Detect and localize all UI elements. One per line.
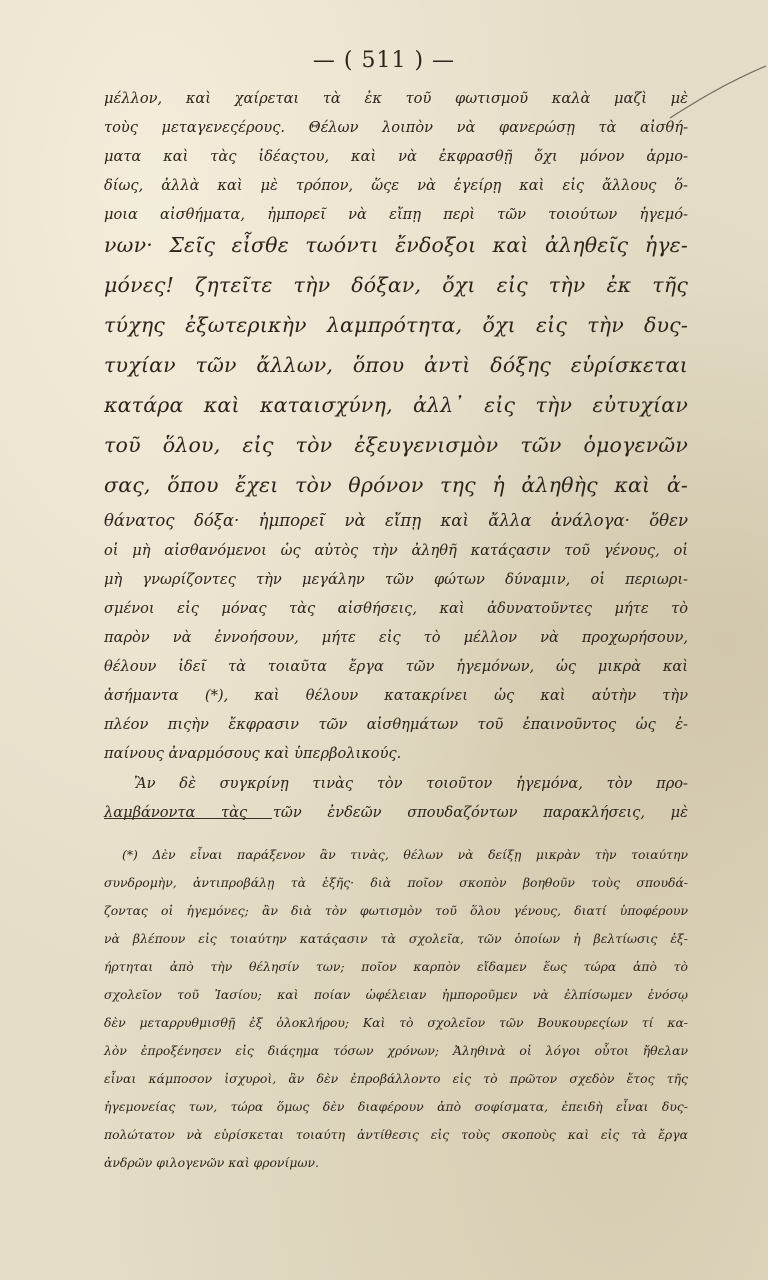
page-number: — ( 511 ) — (312, 48, 456, 73)
footnote-line: δὲν μεταρρυθμισθῇ ἐξ ὁλοκλήρου; Καὶ τὸ σχολεῖον τῶν Βουκουρεςίων τί κα- (104, 1015, 688, 1030)
text-line: παρὸν νὰ ἐννοήσουν, μήτε εἰς τὸ μέλλον νὰ προχωρήσουν, (104, 629, 688, 646)
text-line: νων· Σεῖς εἶσθε τωόντι ἔνδοξοι καὶ ἀληθεῖς ἡγε- (104, 233, 688, 257)
footnote-line: ἡγεμονείας των, τώρα ὅμως δὲν διαφέρουν ἀπὸ σοφίσματα, ἐπειδὴ εἶναι δυς- (104, 1099, 688, 1114)
footnote-line: (*) Δὲν εἶναι παράξενον ἂν τινὰς, θέλων νὰ δείξῃ μικρὰν τὴν τοιαύτην (122, 847, 688, 862)
text-line: τοὺς μεταγενεςέρους. Θέλων λοιπὸν νὰ φανερώσῃ τὰ αἰσθή- (104, 119, 688, 136)
footnote-line: πολώτατον νὰ εὑρίσκεται τοιαύτη ἀντίθεσις εἰς τοὺς σκοποὺς καὶ εἰς τὰ ἔργα (104, 1127, 688, 1142)
text-line: μέλλον, καὶ χαίρεται τὰ ἐκ τοῦ φωτισμοῦ καλὰ μαζὶ μὲ (104, 90, 688, 107)
text-line: τυχίαν τῶν ἄλλων, ὅπου ἀντὶ δόξης εὑρίσκεται (104, 353, 688, 377)
footnote-line: νὰ βλέπουν εἰς τοιαύτην κατάςασιν τὰ σχολεῖα, τῶν ὁποίων ἡ βελτίωσις ἐξ- (104, 931, 688, 946)
footnote-line: σχολεῖον τοῦ Ἰασίου; καὶ ποίαν ὠφέλειαν ἠμποροῦμεν νὰ ἐλπίσωμεν ἐνόσῳ (104, 987, 688, 1002)
footnote-line: συνδρομὴν, ἀντιπροβάλῃ τὰ ἑξῆς· διὰ ποῖον σκοπὸν βοηθοῦν τοὺς σπουδά- (104, 875, 688, 890)
footnote-line: εἶναι κάμποσον ἰσχυροὶ, ἂν δὲν ἐπροβάλλοντο εἰς τὸ πρῶτον σχεδὸν ἔτος τῆς (104, 1071, 688, 1086)
footnote-line: ήρτηται ἀπὸ τὴν θέλησίν των; ποῖον καρπὸν εἴδαμεν ἕως τώρα ἀπὸ τὸ (104, 959, 688, 974)
text-line: ματα καὶ τὰς ἰδέαςτου, καὶ νὰ ἐκφρασθῇ ὄχι μόνον ἁρμο- (104, 148, 688, 165)
text-line: μοια αἰσθήματα, ἠμπορεῖ νὰ εἴπῃ περὶ τῶν τοιούτων ἡγεμό- (104, 206, 688, 223)
text-line: κατάρα καὶ καταισχύνη, ἀλλ᾽ εἰς τὴν εὐτυχίαν (104, 393, 688, 417)
footnote-line: λὸν ἐπροξένησεν εἰς διάςημα τόσων χρόνων; Ἀληθινὰ οἱ λόγοι οὗτοι ἤθελαν (104, 1043, 688, 1058)
text-line: σας, ὅπου ἔχει τὸν θρόνον της ἡ ἀληθὴς καὶ ἀ- (104, 473, 688, 497)
footnote-divider (104, 818, 272, 819)
text-line: παίνους ἀναρμόσους καὶ ὑπερβολικούς. (104, 745, 402, 762)
text-line: πλέον πιςὴν ἔκφρασιν τῶν αἰσθημάτων τοῦ ἐπαινοῦντος ὡς ἐ- (104, 716, 688, 733)
footnote-line: ἀνδρῶν φιλογενῶν καὶ φρονίμων. (104, 1155, 319, 1170)
text-line: ἀσήμαντα (*), καὶ θέλουν κατακρίνει ὡς καὶ αὐτὴν τὴν (104, 687, 688, 704)
text-line: σμένοι εἰς μόνας τὰς αἰσθήσεις, καὶ ἀδυνατοῦντες μήτε τὸ (104, 600, 688, 617)
text-line: θάνατος δόξα· ἠμπορεῖ νὰ εἴπῃ καὶ ἄλλα ἀνάλογα· ὅθεν (104, 511, 688, 530)
text-line: οἱ μὴ αἰσθανόμενοι ὡς αὐτὸς τὴν ἀληθῆ κατάςασιν τοῦ γένους, οἱ (104, 542, 688, 559)
text-line: δίως, ἀλλὰ καὶ μὲ τρόπον, ὥςε νὰ ἐγείρῃ καὶ εἰς ἄλλους ὅ- (104, 177, 688, 194)
text-line: τοῦ ὅλου, εἰς τὸν ἐξευγενισμὸν τῶν ὁμογενῶν (104, 433, 688, 457)
text-line: θέλουν ἰδεῖ τὰ τοιαῦτα ἔργα τῶν ἡγεμόνων, ὡς μικρὰ καὶ (104, 658, 688, 675)
text-line: μὴ γνωρίζοντες τὴν μεγάλην τῶν φώτων δύναμιν, οἱ περιωρι- (104, 571, 688, 588)
text-line: λαμβάνοντα τὰς τῶν ἐνδεῶν σπουδαζόντων παρακλήσεις, μὲ (104, 804, 688, 821)
text-line: Ἂν δὲ συγκρίνῃ τινὰς τὸν τοιοῦτον ἡγεμόνα, τὸν προ- (134, 775, 688, 792)
text-line: μόνες! ζητεῖτε τὴν δόξαν, ὄχι εἰς τὴν ἐκ τῆς (104, 273, 688, 297)
text-line: τύχης ἐξωτερικὴν λαμπρότητα, ὄχι εἰς τὴν δυς- (104, 313, 688, 337)
footnote-line: ζοντας οἱ ἡγεμόνες; ἂν διὰ τὸν φωτισμὸν τοῦ ὅλου γένους, διατί ὑποφέρουν (104, 903, 688, 918)
